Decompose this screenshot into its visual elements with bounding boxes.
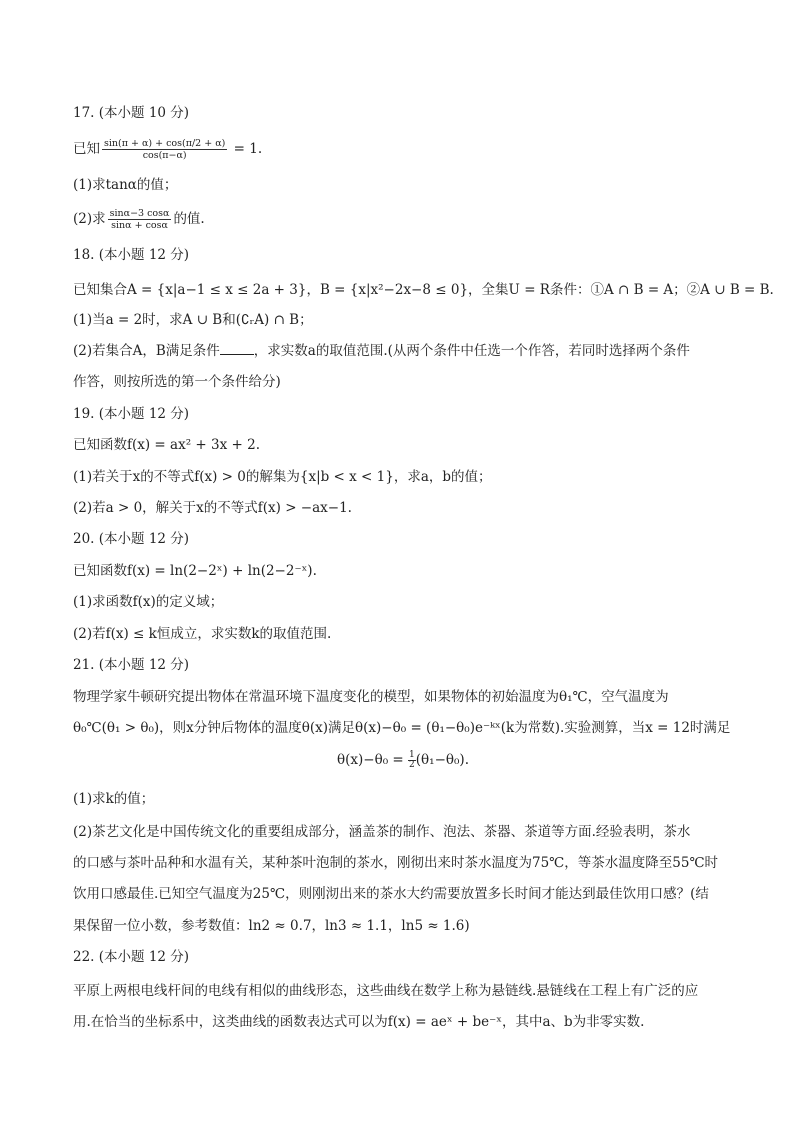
q17-part2-fraction [108, 208, 172, 231]
q20-header: 20. (本小题 12 分) [73, 531, 190, 547]
q17-tail: = 1. [229, 141, 263, 157]
q18-part1: (1)当a = 2时，求A ∪ B和(∁ᵣA) ∩ B； [73, 312, 313, 328]
q21-equation [73, 751, 733, 770]
q18-part2 [73, 342, 690, 360]
q18-part2-cont: 作答，则按所选的第一个条件给分) [73, 374, 281, 390]
q21-eq-tail: (θ₁−θ₀). [415, 752, 469, 768]
q17-part2 [73, 208, 205, 231]
q21-eq-half-den: 2 [409, 760, 415, 770]
q21-eq-half-num: 1 [409, 750, 415, 760]
q17-lead: 已知 [73, 141, 100, 157]
q21-part2-line4: 果保留一位小数，参考数值：ln2 ≈ 0.7，ln3 ≈ 1.1，ln5 ≈ 1.6) [73, 918, 470, 934]
q18-part2-a: (2)若集合A，B满足条件 [73, 343, 220, 359]
q21-stem-line1: 物理学家牛顿研究提出物体在常温环境下温度变化的模型，如果物体的初始温度为θ₁℃，空气温度为 [73, 689, 669, 705]
q21-part2-line1: (2)茶艺文化是中国传统文化的重要组成部分，涵盖茶的制作、泡法、茶器、茶道等方面.经验表明，茶水 [73, 824, 691, 840]
q22-stem-line1: 平原上两根电线杆间的电线有相似的曲线形态，这些曲线在数学上称为悬链线.悬链线在工程上有广泛的应 [73, 983, 699, 999]
q21-part2-line2: 的口感与茶叶品种和水温有关，某种茶叶泡制的茶水，刚彻出来时茶水温度为75℃，等茶水温度降至55℃时 [73, 855, 719, 871]
q18-answer-blank [220, 342, 254, 355]
q20-part2: (2)若f(x) ≤ k恒成立，求实数k的取值范围. [73, 626, 332, 642]
q22-header: 22. (本小题 12 分) [73, 949, 190, 965]
q17-fraction [102, 138, 227, 161]
q18-given: 已知集合A = {x|a−1 ≤ x ≤ 2a + 3}，B = {x|x²−2x−8 ≤ 0}，全集U = R条件：①A ∩ B = A；②A ∪ B = B. [73, 282, 774, 298]
q21-header: 21. (本小题 12 分) [73, 657, 190, 673]
q17-frac-numerator: sin(π + α) + cos(π/2 + α) [104, 138, 226, 149]
q17-header: 17. (本小题 10 分) [73, 105, 190, 121]
q18-part2-b: ，求实数a的取值范围.(从两个条件中任选一个作答，若同时选择两个条件 [253, 343, 690, 359]
q19-header: 19. (本小题 12 分) [73, 406, 190, 422]
q20-given: 已知函数f(x) = ln(2−2ˣ) + ln(2−2⁻ˣ). [73, 563, 317, 579]
q17-part2-tail: 的值. [173, 211, 205, 227]
q21-part2-line3: 饮用口感最佳.已知空气温度为25℃，则刚沏出来的茶水大约需要放置多长时间才能达到最佳饮用口感？(结 [73, 886, 709, 902]
q19-part2: (2)若a > 0，解关于x的不等式f(x) > −ax−1. [73, 500, 352, 516]
q17-given [73, 138, 262, 161]
q19-part1: (1)若关于x的不等式f(x) > 0的解集为{x|b < x < 1}，求a，b的值； [73, 469, 492, 485]
q17-part2-denominator: sinα + cosα [111, 220, 168, 231]
q21-eq-half [408, 751, 416, 770]
q20-part1: (1)求函数f(x)的定义域； [73, 594, 224, 610]
q17-part2-lead: (2)求 [73, 211, 106, 227]
q22-stem-line2: 用.在恰当的坐标系中，这类曲线的函数表达式可以为f(x) = aeˣ + be⁻ˣ，其中a、b为非零实数. [73, 1014, 645, 1030]
q17-part2-numerator: sinα−3 cosα [109, 208, 170, 219]
q21-part1: (1)求k的值； [73, 791, 155, 807]
q21-stem-line2: θ₀℃(θ₁ > θ₀)，则x分钟后物体的温度θ(x)满足θ(x)−θ₀ = (θ₁−θ₀)e⁻ᵏˣ(k为常数).实验测算，当x = 12时满足 [73, 720, 731, 736]
q19-given: 已知函数f(x) = ax² + 3x + 2. [73, 437, 260, 453]
q21-eq-lead: θ(x)−θ₀ = [337, 752, 409, 768]
q18-header: 18. (本小题 12 分) [73, 247, 190, 263]
q17-frac-denominator: cos(π−α) [142, 150, 187, 161]
q17-part1: (1)求tanα的值； [73, 177, 178, 193]
